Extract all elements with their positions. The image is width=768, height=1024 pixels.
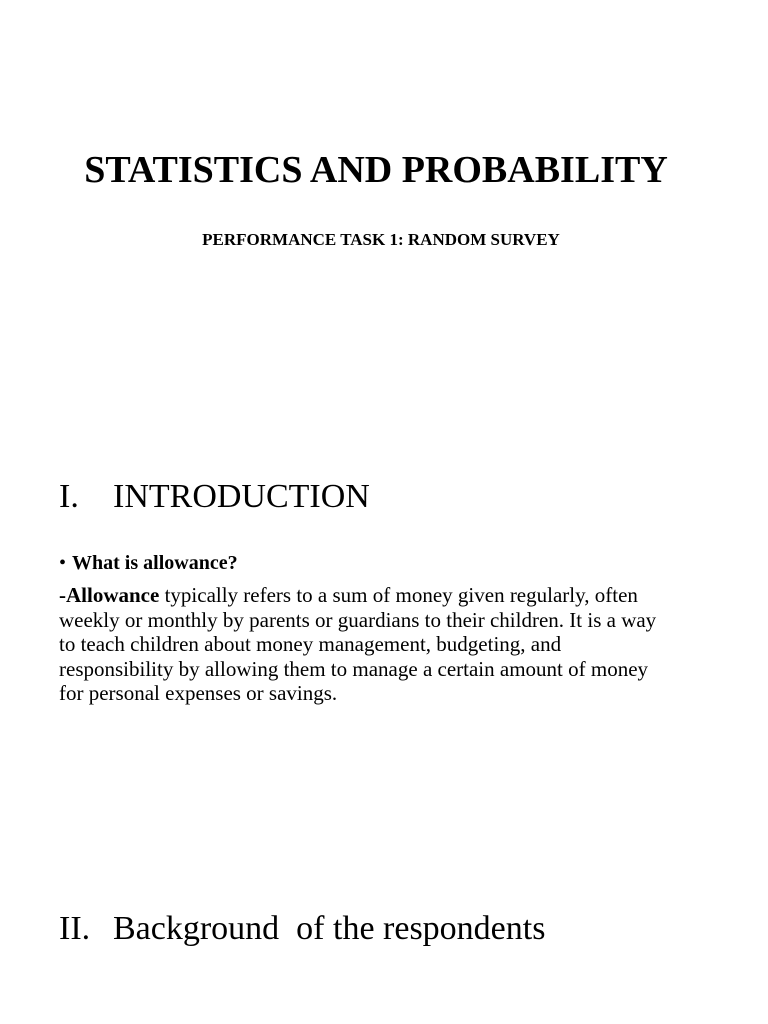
definition-line xyxy=(59,583,709,608)
allowance-definition xyxy=(59,583,709,706)
question-text: What is allowance? xyxy=(72,552,238,574)
definition-prefix: - xyxy=(59,583,66,607)
bullet-icon: • xyxy=(59,552,67,574)
section-title: Background of the respondents xyxy=(113,910,546,947)
document-title: STATISTICS AND PROBABILITY xyxy=(84,149,668,191)
section-number: I. xyxy=(59,478,79,515)
definition-line-text: typically refers to a sum of money given regularly, often xyxy=(159,583,638,607)
definition-term-word: Allowance xyxy=(66,583,160,607)
question-bullet-item xyxy=(59,550,238,576)
document-subtitle: PERFORMANCE TASK 1: RANDOM SURVEY xyxy=(202,230,560,249)
section-heading-background xyxy=(59,908,545,950)
section-title: INTRODUCTION xyxy=(113,478,370,515)
section-heading-introduction xyxy=(59,476,370,518)
definition-line: for personal expenses or savings. xyxy=(59,681,338,705)
section-number: II. xyxy=(59,910,91,947)
definition-line: weekly or monthly by parents or guardians to their children. It is a way xyxy=(59,607,657,632)
definition-term xyxy=(59,583,159,607)
definition-line: to teach children about money management, budgeting, and xyxy=(59,632,562,656)
definition-line: responsibility by allowing them to manage a certain amount of money xyxy=(59,656,649,681)
